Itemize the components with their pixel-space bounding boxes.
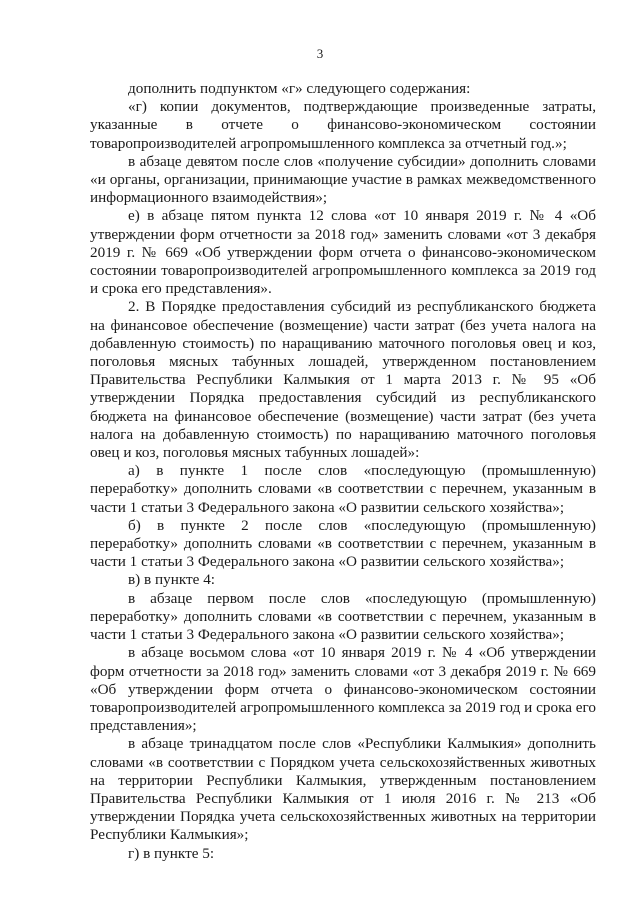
paragraph-subitem-g-copies: «г) копии документов, подтверждающие произведенные затраты, указанные в отчете о финансово-экономическом состоянии товаропроизводителей агропромышленного комплекса за отчетный год.»; xyxy=(90,98,596,152)
paragraph-item-b: б) в пункте 2 после слов «последующую (промышленную) переработку» дополнить словами «в соответствии с перечнем, указанным в части 1 статьи 3 Федерального закона «О развитии сельского хозяйства»; xyxy=(90,516,596,571)
paragraph-item-a: а) в пункте 1 после слов «последующую (промышленную) переработку» дополнить словами «в соответствии с перечнем, указанным в части 1 статьи 3 Федерального закона «О развитии сельского хозяйства»; xyxy=(90,462,596,516)
paragraph-ninth-abzac: в абзаце девятом после слов «получение субсидии» дополнить словами «и органы, организации, принимающие участие в рамках межведомственного информационного взаимодействия»; xyxy=(90,152,596,207)
paragraph-first-abzac: в абзаце первом после слов «последующую (промышленную) переработку» дополнить словами «в соответствии с перечнем, указанным в части 1 статьи 3 Федерального закона «О развитии сельского хозяйства»; xyxy=(90,589,596,644)
paragraph-item-v: в) в пункте 4: xyxy=(128,571,216,589)
page-number: 3 xyxy=(316,46,324,61)
paragraph-intro: дополнить подпунктом «г» следующего содержания: xyxy=(128,80,471,97)
paragraph-eighth-abzac: в абзаце восьмом слова «от 10 января 2019 г. № 4 «Об утверждении форм отчетности за 2018 год» заменить словами «от 3 декабря 2019 г. № 669 «Об утверждении форм отчета о финансово-экономическом состоянии товаропроизводителей агропромышленного комплекса за 2019 год и срока его представления»; xyxy=(90,644,596,735)
paragraph-thirteenth-abzac: в абзаце тринадцатом после слов «Республики Калмыкия» дополнить словами «в соответствии с Порядком учета сельскохозяйственных животных на территории Республики Калмыкия, утвержденным постановлением Правительства Республики Калмыкия от 1 июля 2016 г. № 213 «Об утверждении Порядка учета сельскохозяйственных животных на территории Республики Калмыкия»; xyxy=(90,735,596,844)
paragraph-item-g: г) в пункте 5: xyxy=(128,844,215,862)
paragraph-section-2: 2. В Порядке предоставления субсидий из республиканского бюджета на финансовое обеспечение (возмещение) части затрат (без учета налога на добавленную стоимость) по наращиванию маточного поголовья овец и коз, поголовья мясных табунных лошадей, утвержденном постановлением Правительства Республики Калмыкия от 1 марта 2013 г. № 95 «Об утверждении Порядка предоставления субсидий из республиканского бюджета на финансовое обеспечение (возмещение) части затрат (без учета налога на добавленную стоимость) по наращиванию маточного поголовья овец и коз, поголовья мясных табунных лошадей»: xyxy=(90,298,596,462)
paragraph-item-e: е) в абзаце пятом пункта 12 слова «от 10 января 2019 г. № 4 «Об утверждении форм отчетности за 2018 год» заменить словами «от 3 декабря 2019 г. № 669 «Об утверждении форм отчета о финансово-экономическом состоянии товаропроизводителей агропромышленного комплекса за 2019 год и срока его представления». xyxy=(90,207,596,298)
document-body xyxy=(90,80,596,863)
